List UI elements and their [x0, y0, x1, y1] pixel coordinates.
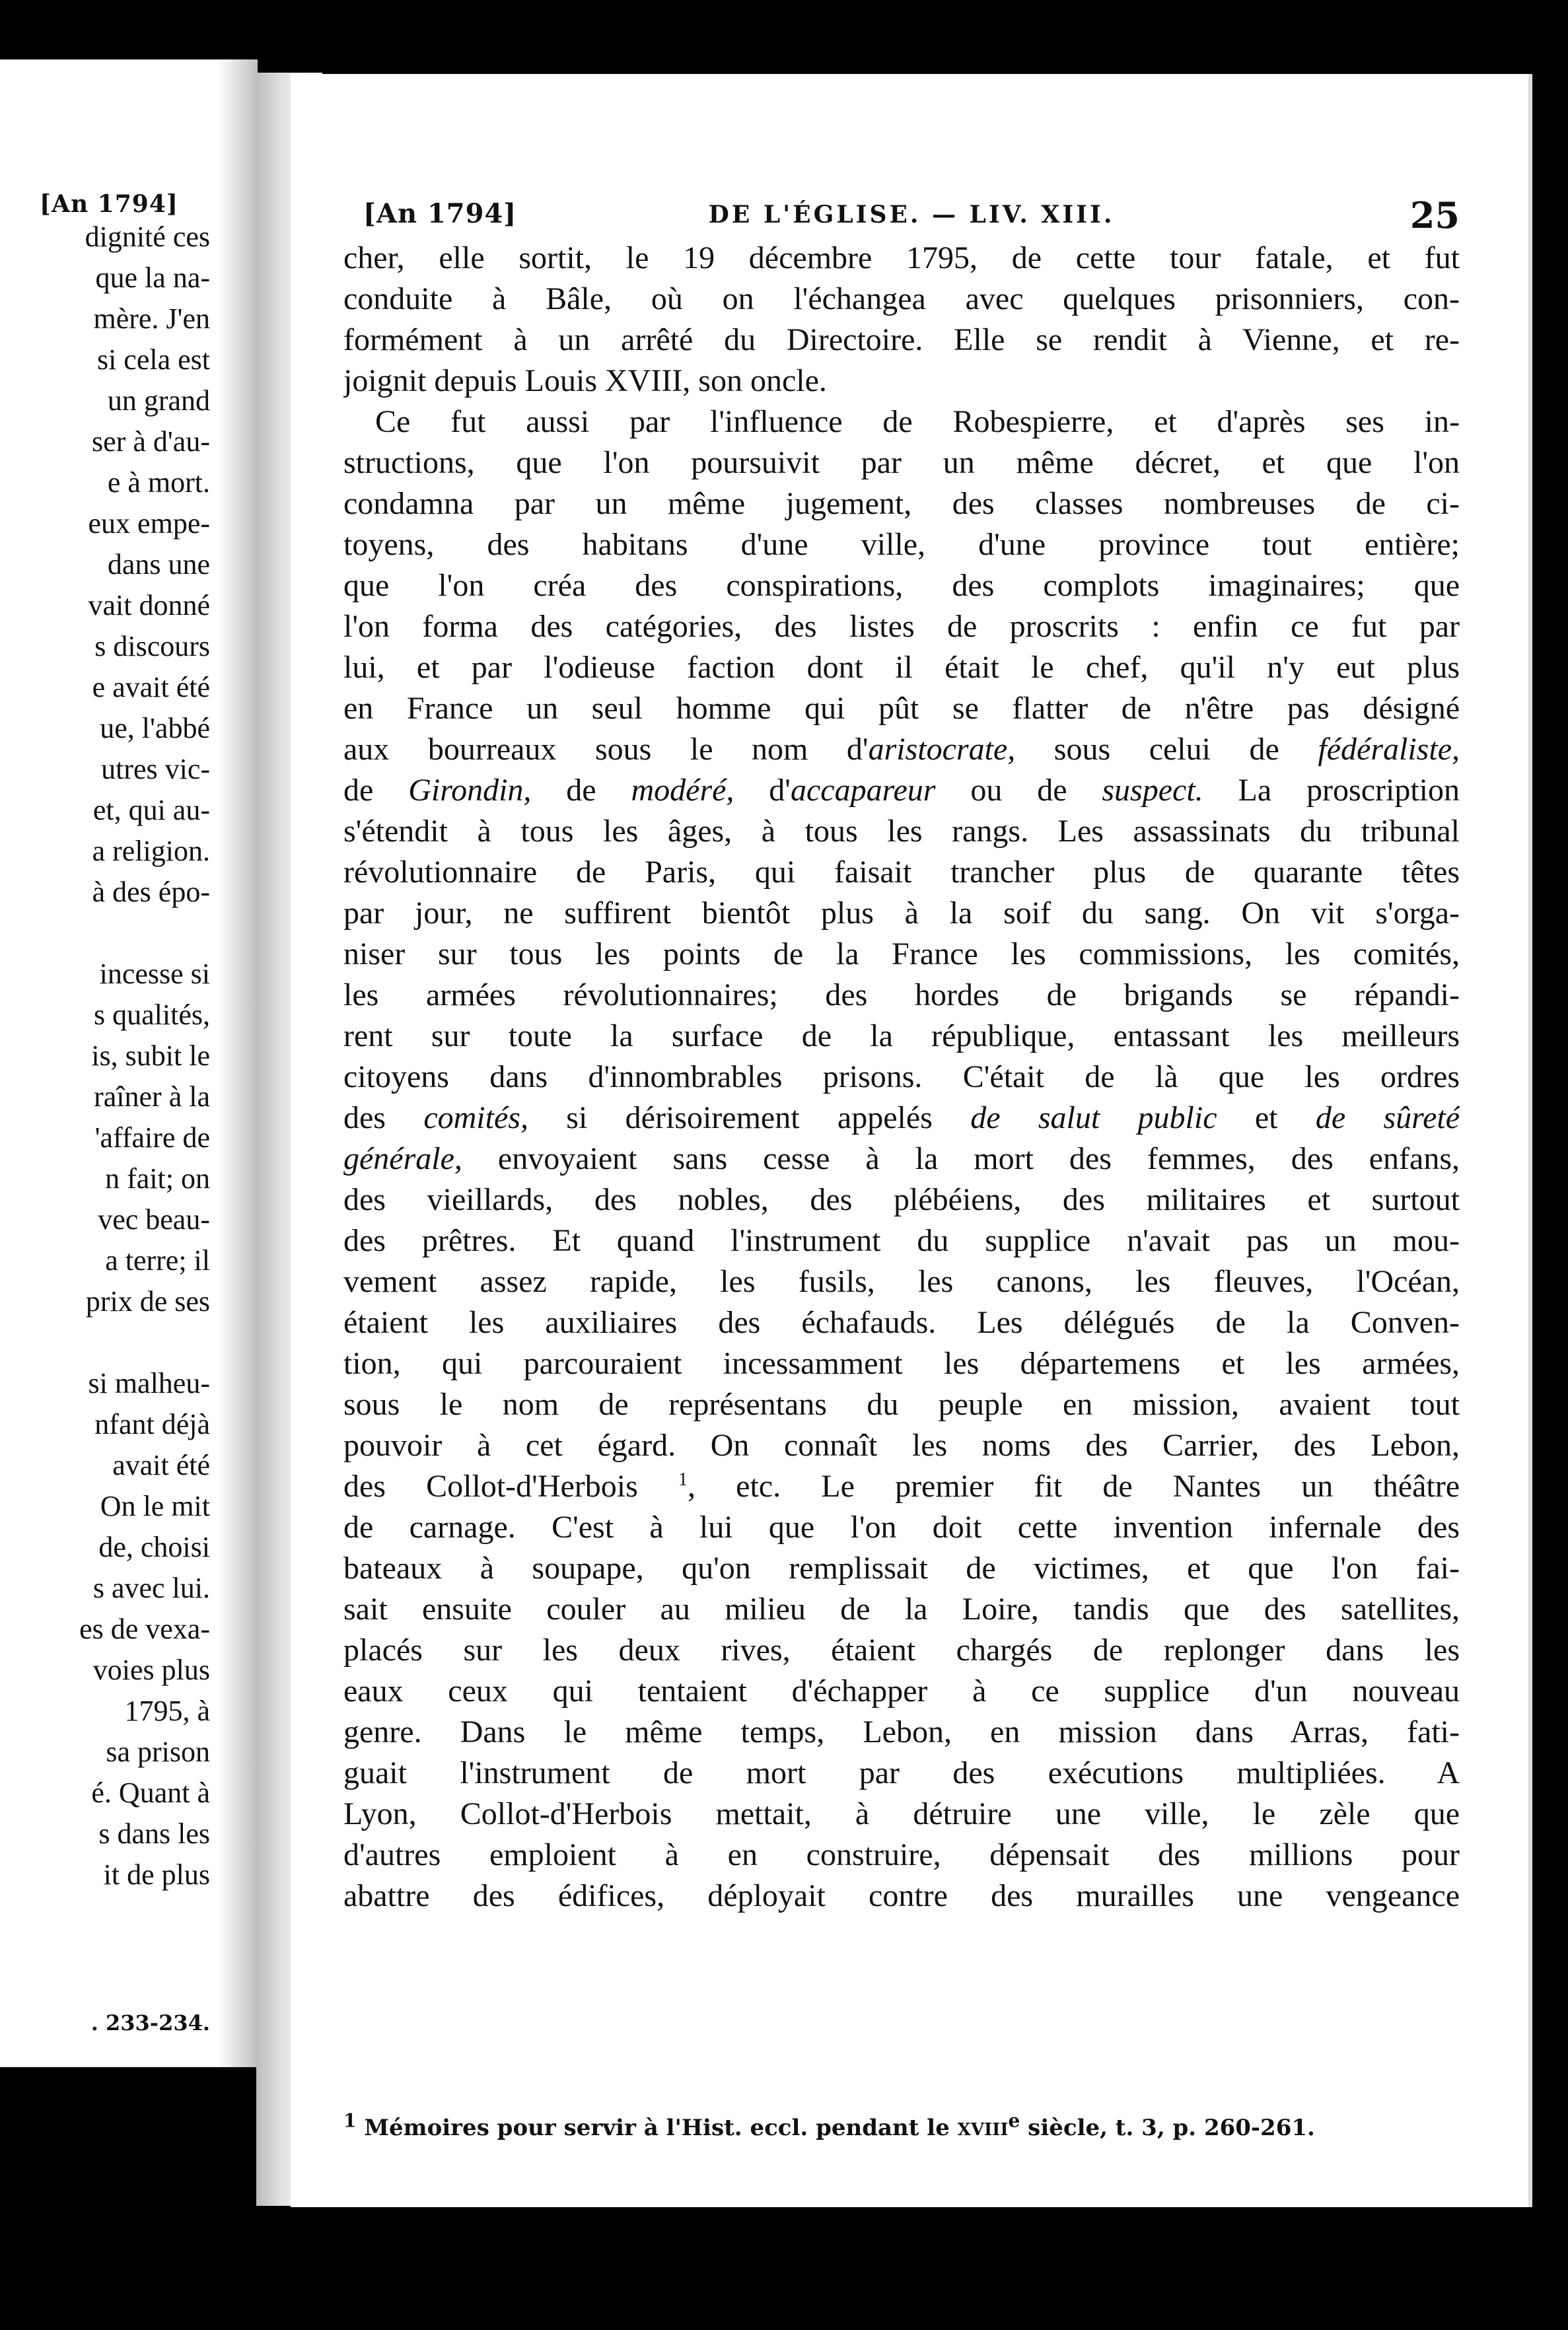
- text-line: d'autres emploient à en construire, dépensait des millions pour: [343, 1837, 1460, 1872]
- left-line: dignité ces: [85, 221, 210, 253]
- text-line: vement assez rapide, les fusils, les canons, les fleuves, l'Océan,: [343, 1264, 1460, 1299]
- text-line: en France un seul homme qui pût se flatter de n'être pas désigné: [343, 691, 1460, 726]
- text-line: [343, 1098, 1460, 1139]
- left-line: s discours: [94, 630, 210, 662]
- text-line: joignit depuis Louis XVIII, son oncle.: [343, 363, 827, 398]
- text-span: et: [1217, 1100, 1316, 1135]
- left-line: utres vic-: [101, 753, 210, 785]
- left-line: à des épo-: [92, 876, 210, 908]
- left-line: que la na-: [95, 262, 210, 294]
- text-line: [343, 1466, 1460, 1507]
- text-line: [343, 729, 1460, 770]
- text-span: La proscription: [1203, 773, 1460, 808]
- italic-term: fédéraliste,: [1318, 732, 1460, 767]
- text-line: conduite à Bâle, où on l'échangea avec quelques prisonniers, con-: [343, 281, 1460, 316]
- text-line: tion, qui parcouraient incessamment les départemens et les armées,: [343, 1346, 1460, 1381]
- text-span: d': [734, 773, 791, 808]
- left-footnote: . 233-234.: [90, 2010, 210, 2035]
- text-span: des Collot-d'Herbois: [343, 1469, 678, 1504]
- text-line: genre. Dans le même temps, Lebon, en mission dans Arras, fati-: [343, 1714, 1460, 1749]
- text-line: Lyon, Collot-d'Herbois mettait, à détruire une ville, le zèle que: [343, 1796, 1460, 1831]
- text-span: ou de: [935, 773, 1102, 808]
- text-line: des prêtres. Et quand l'instrument du supplice n'avait pas un mou-: [343, 1223, 1460, 1258]
- left-line: ser à d'au-: [92, 425, 210, 458]
- left-line: vait donné: [88, 589, 210, 621]
- italic-term: accapareur: [790, 773, 936, 808]
- left-line: raîner à la: [94, 1080, 210, 1113]
- left-line: 1795, à: [124, 1695, 210, 1727]
- text-line: guait l'instrument de mort par des exécutions multipliées. A: [343, 1755, 1460, 1790]
- left-line: et, qui au-: [92, 794, 210, 826]
- page-edge: [1528, 74, 1532, 2207]
- text-line: rent sur toute la surface de la république, entassant les meilleurs: [343, 1018, 1460, 1053]
- left-line: incesse si: [99, 958, 210, 990]
- left-line: sa prison: [106, 1736, 210, 1768]
- left-line: On le mit: [100, 1490, 210, 1522]
- text-line: s'étendit à tous les âges, à tous les rangs. Les assassinats du tribunal: [343, 814, 1460, 849]
- left-line: s qualités,: [94, 999, 210, 1031]
- text-line: bateaux à soupape, qu'on remplissait de victimes, et que l'on fai-: [343, 1551, 1460, 1586]
- body-text: [343, 238, 1460, 1917]
- italic-term: générale,: [343, 1141, 462, 1176]
- text-span: aux bourreaux sous le nom d': [343, 732, 869, 767]
- left-line: e à mort.: [107, 466, 210, 499]
- text-line: par jour, ne suffirent bientôt plus à la soif du sang. On vit s'orga-: [343, 896, 1460, 931]
- text-line: toyens, des habitans d'une ville, d'une province tout entière;: [343, 527, 1460, 562]
- text-line: étaient les auxiliaires des échafauds. Les délégués de la Conven-: [343, 1305, 1460, 1340]
- left-facing-page: [0, 59, 258, 2067]
- text-line: l'on forma des catégories, des listes de proscrits : enfin ce fut par: [343, 609, 1460, 644]
- footnote: [343, 2109, 1460, 2141]
- left-line: a religion.: [92, 835, 210, 867]
- text-span: des: [343, 1100, 424, 1135]
- left-line: vec beau-: [98, 1203, 210, 1236]
- footnote-mark: 1: [343, 2109, 357, 2132]
- text-line: cher, elle sortit, le 19 décembre 1795, de cette tour fatale, et fut: [343, 240, 1460, 275]
- text-span: de: [343, 773, 409, 808]
- left-line: s dans les: [98, 1818, 210, 1850]
- left-line: [0, 913, 210, 954]
- left-line: voies plus: [92, 1654, 210, 1686]
- italic-term: de sûreté: [1315, 1100, 1460, 1135]
- text-line: structions, que l'on poursuivit par un même décret, et que l'on: [343, 445, 1460, 480]
- text-line: [343, 1139, 1460, 1180]
- left-gutter-shadow: [218, 59, 258, 2067]
- footnote-text: Mémoires pour servir à l'Hist. eccl. pendant le: [356, 2115, 958, 2141]
- left-line: é. Quant à: [91, 1777, 210, 1809]
- left-line: avait été: [112, 1449, 210, 1481]
- text-line: de carnage. C'est à lui que l'on doit cette invention infernale des: [343, 1510, 1460, 1545]
- text-line: pouvoir à cet égard. On connaît les noms des Carrier, des Lebon,: [343, 1428, 1460, 1463]
- running-head-title: DE L'ÉGLISE. — LIV. XIII.: [708, 201, 1115, 229]
- running-head: [363, 194, 1460, 238]
- text-line: abattre des édifices, déployait contre des murailles une vengeance: [343, 1878, 1460, 1913]
- left-line: de, choisi: [98, 1531, 210, 1563]
- text-span: envoyaient sans cesse à la mort des femmes, des enfans,: [462, 1141, 1460, 1176]
- text-line: [343, 770, 1460, 811]
- text-line: révolutionnaire de Paris, qui faisait trancher plus de quarante têtes: [343, 855, 1460, 890]
- left-line: [0, 1322, 210, 1363]
- footnote-reference[interactable]: 1: [678, 1469, 688, 1490]
- left-line: si malheu-: [88, 1367, 210, 1399]
- text-span: si dérisoirement appelés: [528, 1100, 971, 1135]
- text-line: les armées révolutionnaires; des hordes de brigands se répandi-: [343, 977, 1460, 1012]
- left-line: is, subit le: [91, 1040, 210, 1072]
- text-line: niser sur tous les points de la France les commissions, les comités,: [343, 936, 1460, 971]
- text-line: sait ensuite couler au milieu de la Loire, tandis que des satellites,: [343, 1592, 1460, 1627]
- left-line: it de plus: [103, 1858, 210, 1891]
- italic-term: aristocrate,: [868, 732, 1016, 767]
- left-line: es de vexa-: [79, 1613, 210, 1645]
- text-line: condamna par un même jugement, des classes nombreuses de ci-: [343, 486, 1460, 521]
- text-line: des vieillards, des nobles, des plébéiens, des militaires et surtout: [343, 1182, 1460, 1217]
- text-line: eaux ceux qui tentaient d'échapper à ce supplice d'un nouveau: [343, 1674, 1460, 1709]
- left-line: un grand: [107, 384, 210, 417]
- footnote-text: siècle, t. 3, p. 260-261.: [1020, 2115, 1315, 2141]
- left-running-head: [An 1794]: [40, 190, 178, 218]
- left-line: 'affaire de: [94, 1121, 210, 1154]
- left-line: dans une: [107, 548, 210, 581]
- left-line: n fait; on: [105, 1162, 210, 1195]
- left-line: prix de ses: [85, 1285, 210, 1318]
- text-line: formément à un arrêté du Directoire. Elle se rendit à Vienne, et re-: [343, 322, 1460, 357]
- text-line: citoyens dans d'innombrables prisons. C'était de là que les ordres: [343, 1059, 1460, 1094]
- running-head-year: [An 1794]: [363, 198, 517, 229]
- italic-term: comités,: [423, 1100, 528, 1135]
- footnote-century-suffix: e: [1008, 2109, 1020, 2132]
- text-span: sous celui de: [1015, 732, 1318, 767]
- text-line: sous le nom de représentans du peuple en mission, avaient tout: [343, 1387, 1460, 1422]
- page-number: 25: [1409, 194, 1460, 236]
- italic-term: modéré,: [631, 773, 734, 808]
- text-line: lui, et par l'odieuse faction dont il était le chef, qu'il n'y eut plus: [343, 650, 1460, 685]
- text-line: que l'on créa des conspirations, des complots imaginaires; que: [343, 568, 1460, 603]
- left-page-text: [0, 217, 210, 1895]
- left-line: s avec lui.: [92, 1572, 210, 1604]
- italic-term: Girondin,: [408, 773, 532, 808]
- left-line: nfant déjà: [94, 1408, 210, 1440]
- italic-term: suspect.: [1102, 773, 1203, 808]
- italic-term: de salut public: [970, 1100, 1217, 1135]
- text-span: de: [531, 773, 631, 808]
- left-line: si cela est: [96, 343, 210, 376]
- left-line: ue, l'abbé: [100, 712, 210, 744]
- left-line: mère. J'en: [93, 302, 210, 335]
- text-line: placés sur les deux rives, étaient chargés de replonger dans les: [343, 1633, 1460, 1668]
- footnote-century: XVIII: [957, 2120, 1009, 2140]
- text-span: , etc. Le premier fit de Nantes un théâtre: [687, 1469, 1460, 1504]
- paragraph-start-line: Ce fut aussi par l'influence de Robespierre, et d'après ses in-: [375, 404, 1460, 439]
- left-line: a terre; il: [105, 1244, 210, 1277]
- right-page: [291, 74, 1532, 2207]
- left-line: eux empe-: [88, 507, 210, 540]
- left-line: e avait été: [92, 671, 210, 703]
